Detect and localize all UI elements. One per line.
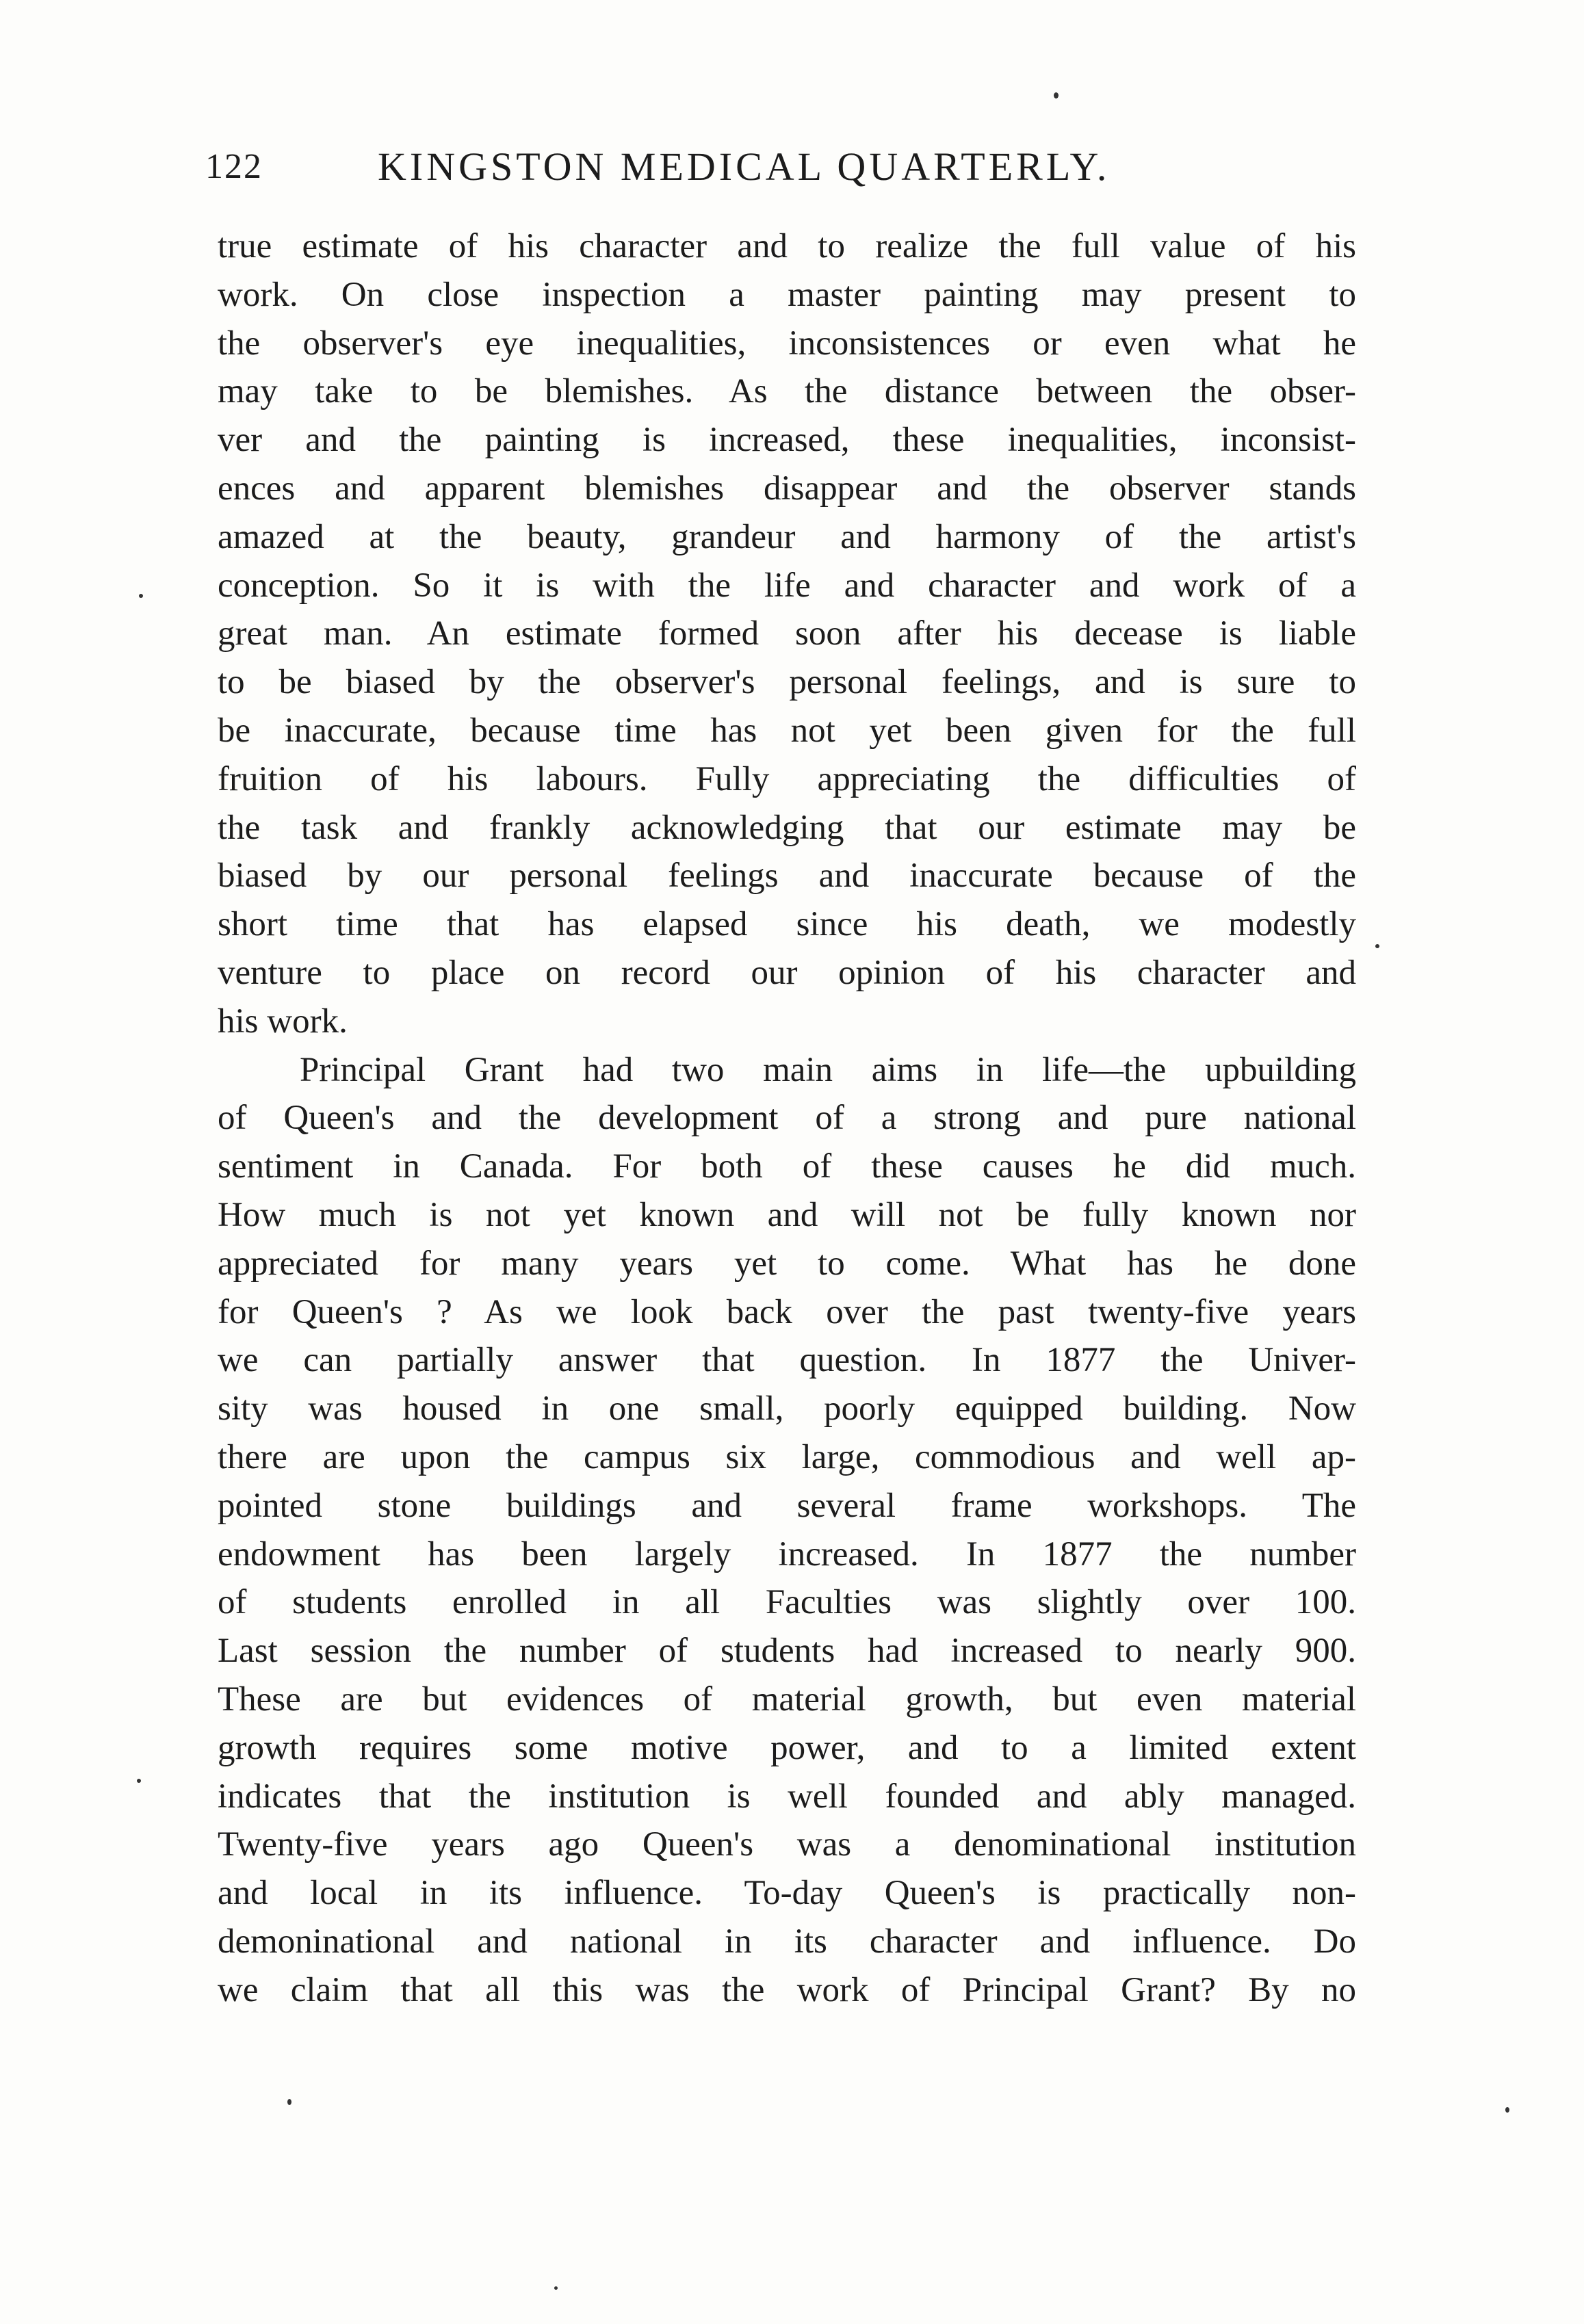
text-line: work. On close inspection a master painting may present to bbox=[218, 275, 1356, 314]
text-line: pointed stone buildings and several frame workshops. The bbox=[218, 1486, 1356, 1525]
page-number: 122 bbox=[205, 147, 263, 186]
text-line: sentiment in Canada. For both of these causes he did much. bbox=[218, 1147, 1356, 1186]
text-line: his work. bbox=[218, 1002, 348, 1041]
text-line: biased by our personal feelings and inaccurate because of the bbox=[218, 857, 1356, 896]
text-line: indicates that the institution is well founded and ably managed. bbox=[218, 1777, 1356, 1816]
text-line: may take to be blemishes. As the distance between the obser- bbox=[218, 372, 1356, 411]
text-line: ver and the painting is increased, these inequalities, inconsist- bbox=[218, 421, 1356, 460]
text-line: Last session the number of students had increased to nearly 900. bbox=[218, 1632, 1356, 1671]
paragraph-1 bbox=[218, 222, 1356, 1046]
text-line: amazed at the beauty, grandeur and harmony of the artist's bbox=[218, 517, 1356, 556]
text-line: venture to place on record our opinion of his character and bbox=[218, 953, 1356, 992]
text-line: we can partially answer that question. In 1877 the Univer- bbox=[218, 1341, 1356, 1380]
text-line: Principal Grant had two main aims in life—the upbuilding bbox=[300, 1050, 1356, 1089]
text-line: the task and frankly acknowledging that our estimate may be bbox=[218, 808, 1356, 847]
scan-speck bbox=[1375, 944, 1379, 948]
text-line: endowment has been largely increased. In 1877 the number bbox=[218, 1535, 1356, 1574]
text-line: for Queen's ? As we look back over the past twenty-five years bbox=[218, 1292, 1356, 1331]
text-line: short time that has elapsed since his death, we modestly bbox=[218, 905, 1356, 944]
scan-speck bbox=[139, 594, 143, 598]
text-line: we claim that all this was the work of Principal Grant? By no bbox=[218, 1970, 1356, 2009]
scan-speck bbox=[1505, 2107, 1509, 2113]
text-line: sity was housed in one small, poorly equipped building. Now bbox=[218, 1389, 1356, 1428]
text-line: How much is not yet known and will not be fully known nor bbox=[218, 1195, 1356, 1234]
text-line: appreciated for many years yet to come. What has he done bbox=[218, 1244, 1356, 1283]
scan-speck bbox=[1054, 92, 1059, 99]
text-line: to be biased by the observer's personal feelings, and is sure to bbox=[218, 663, 1356, 702]
text-line: great man. An estimate formed soon after his decease is liable bbox=[218, 614, 1356, 653]
text-line: of Queen's and the development of a strong and pure national bbox=[218, 1099, 1356, 1138]
text-line: demoninational and national in its character and influence. Do bbox=[218, 1922, 1356, 1961]
scan-speck bbox=[137, 1779, 141, 1783]
scan-speck bbox=[287, 2099, 291, 2105]
scan-speck bbox=[554, 2286, 558, 2290]
journal-title: KINGSTON MEDICAL QUARTERLY. bbox=[378, 144, 1111, 189]
text-line: Twenty-five years ago Queen's was a denominational institution bbox=[218, 1825, 1356, 1864]
text-line: and local in its influence. To-day Queen's is practically non- bbox=[218, 1874, 1356, 1913]
body-text bbox=[218, 222, 1356, 2014]
text-line: conception. So it is with the life and character and work of a bbox=[218, 566, 1356, 605]
text-line: ences and apparent blemishes disappear and the observer stands bbox=[218, 469, 1356, 508]
paragraph-2 bbox=[218, 1046, 1356, 2015]
running-head bbox=[205, 140, 1368, 194]
text-line: there are upon the campus six large, commodious and well ap- bbox=[218, 1437, 1356, 1476]
text-line: These are but evidences of material growth, but even material bbox=[218, 1680, 1356, 1719]
text-line: fruition of his labours. Fully appreciating the difficulties of bbox=[218, 759, 1356, 798]
text-line: true estimate of his character and to realize the full value of his bbox=[218, 227, 1356, 265]
text-line: the observer's eye inequalities, inconsistences or even what he bbox=[218, 324, 1356, 363]
text-line: of students enrolled in all Faculties was slightly over 100. bbox=[218, 1583, 1356, 1622]
text-line: growth requires some motive power, and to a limited extent bbox=[218, 1728, 1356, 1767]
text-line: be inaccurate, because time has not yet been given for the full bbox=[218, 711, 1356, 750]
